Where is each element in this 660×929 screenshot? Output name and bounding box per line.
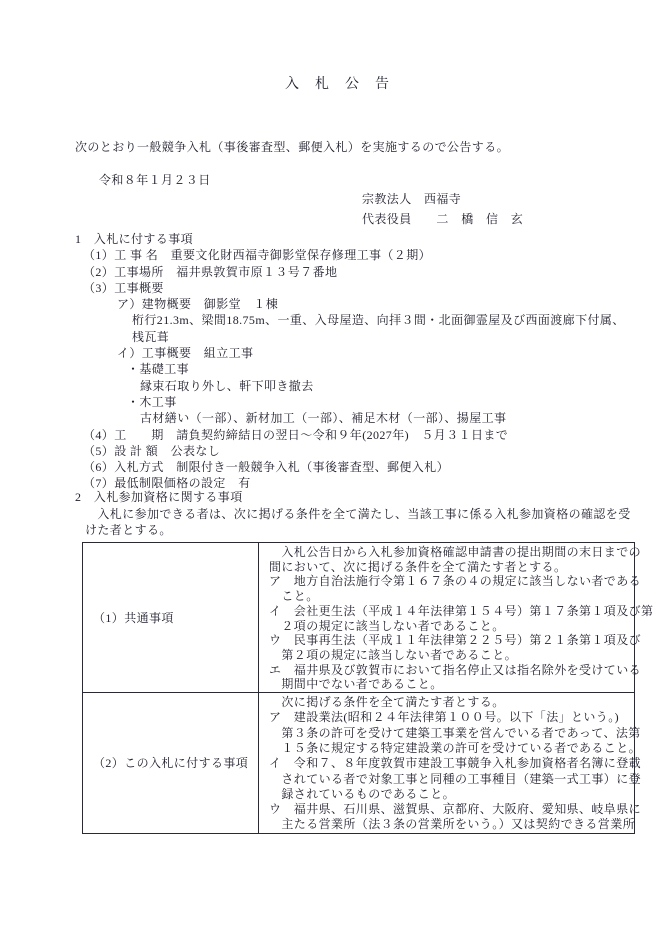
table-row-common-items bbox=[83, 543, 635, 693]
cell-line: されている者で対象工事と同種の工事種目（建築一式工事）に登 bbox=[269, 771, 642, 786]
item-design-amount: （5）設 計 額 公表なし bbox=[83, 443, 221, 458]
cell-line: 次に掲げる条件を全て満たす者とする。 bbox=[269, 695, 505, 710]
cell-line: ウ 民事再生法（平成１１年法律第２２５号）第２１条第１項及び bbox=[269, 633, 642, 648]
section2-heading: 2 入札参加資格に関する事項 bbox=[75, 490, 243, 504]
cell-line: こと。 bbox=[269, 589, 319, 604]
cell-line: 間において、次に掲げる条件を全て満たす者とする。 bbox=[269, 559, 567, 574]
cell-line: イ 会社更生法（平成１４年法律第１５４号）第１７条第１項及び第 bbox=[269, 603, 654, 618]
cell-line: 第３条の許可を受けて建築工事業を営んでいる者であって、法第 bbox=[269, 725, 641, 740]
qualification-table bbox=[82, 542, 654, 834]
issuer-representative: 代表役員 二 橋 信 玄 bbox=[362, 211, 524, 226]
row1-content bbox=[259, 543, 654, 693]
cell-line: 録されているものであること。 bbox=[269, 786, 456, 801]
cell-line: １５条に規定する特定建設業の許可を受けている者であること。 bbox=[269, 740, 642, 755]
item-foundation-detail: 縁束石取り外し、軒下叩き撤去 bbox=[140, 378, 314, 393]
cell-line: 入札公告日から入札参加資格確認申請書の提出期間の末日までの bbox=[269, 545, 642, 559]
item-roofing: 桟瓦葺 bbox=[132, 329, 170, 344]
cell-line: ア 建設業法(昭和２４年法律第１００号。以下「法」という。) bbox=[269, 710, 619, 725]
table-row-bid-specific-items bbox=[83, 693, 635, 834]
section2-intro-line2: けた者とする。 bbox=[85, 523, 172, 537]
item-building-dimensions: 桁行21.3m、梁間18.75m、一重、入母屋造、向拝３間・北面御霊屋及び西面渡廊下付属、 bbox=[132, 313, 625, 328]
notice-title: 入 札 公 告 bbox=[285, 77, 390, 92]
section-qualification bbox=[75, 489, 631, 539]
cell-line: 第２項の規定に該当しない者であること。 bbox=[269, 647, 518, 662]
issuer-organization: 宗教法人 西福寺 bbox=[362, 192, 462, 206]
item-wood-work-detail: 古材繕い（一部）、新材加工（一部）、補足木材（一部）、揚屋工事 bbox=[140, 411, 507, 426]
item-minimum-price: （7）最低制限価格の設定 有 bbox=[83, 476, 251, 491]
section1-heading: 1 入札に付する事項 bbox=[75, 232, 194, 246]
section2-intro-line1: 入札に参加できる者は、次に掲げる条件を全て満たし、当該工事に係る入札参加資格の確認を受 bbox=[85, 506, 631, 521]
item-bid-method: （6）入札方式 制限付き一般競争入札（事後審査型、郵便入札） bbox=[83, 460, 450, 475]
cell-line: 期間中でない者であること。 bbox=[269, 677, 443, 692]
item-wood-work: ・木工事 bbox=[127, 394, 177, 409]
item-construction-site: （2）工事場所 福井県敦賀市原１３号７番地 bbox=[83, 264, 338, 279]
item-foundation-work: ・基礎工事 bbox=[127, 362, 190, 377]
cell-line: 主たる営業所（法３条の営業所をいう。）又は契約できる営業所 bbox=[269, 817, 636, 832]
item-construction-outline: （3）工事概要 bbox=[83, 280, 164, 295]
cell-line: ２項の規定に該当しない者であること。 bbox=[269, 618, 505, 633]
item-construction-period: （4）工 期 請負契約締結日の翌日～令和９年(2027年) ５月３１日まで bbox=[83, 427, 509, 442]
notice-date: 令和８年１月２３日 bbox=[99, 173, 211, 187]
cell-line: イ 令和７、８年度敦賀市建設工事競争入札参加資格者名簿に登載 bbox=[269, 756, 642, 771]
cell-line: ウ 福井県、石川県、滋賀県、京都府、大阪府、愛知県、岐阜県に bbox=[269, 802, 642, 817]
row2-content bbox=[259, 693, 642, 834]
item-assembly-work: イ）工事概要 組立工事 bbox=[117, 346, 254, 361]
row2-label: （2）この入札に付する事項 bbox=[83, 693, 259, 834]
issuer-block bbox=[362, 190, 523, 229]
item-construction-name: （1）工 事 名 重要文化財西福寺御影堂保存修理工事（２期） bbox=[83, 248, 432, 263]
cell-line: ア 地方自治法施行令第１６７条の４の規定に該当しない者である bbox=[269, 574, 642, 589]
cell-line: エ 福井県及び敦賀市において指名停止又は指名除外を受けている bbox=[269, 662, 642, 677]
item-building-outline: ア）建物概要 御影堂 １棟 bbox=[117, 297, 279, 312]
section-bid-items bbox=[75, 231, 625, 492]
row1-label: （1）共通事項 bbox=[83, 543, 259, 693]
intro-paragraph: 次のとおり一般競争入札（事後審査型、郵便入札）を実施するので公告する。 bbox=[75, 140, 510, 154]
